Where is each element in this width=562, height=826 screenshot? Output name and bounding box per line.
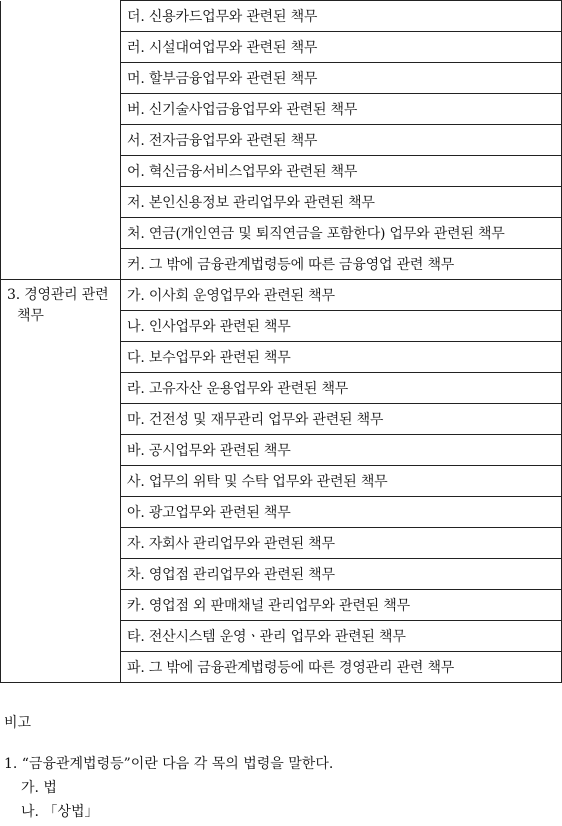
- duty-item: 처. 연금(개인연금 및 퇴직연금을 포함한다) 업무와 관련된 책무: [121, 218, 562, 249]
- duty-item: 나. 인사업무와 관련된 책무: [121, 311, 562, 342]
- notes-sub-item-a: 가. 법: [21, 780, 57, 796]
- category-cell: [1, 1, 121, 280]
- duty-item: 아. 광고업무와 관련된 책무: [121, 497, 562, 528]
- duty-item: 머. 할부금융업무와 관련된 책무: [121, 63, 562, 94]
- notes-item-1: 1. “금융관계법령등”이란 다음 각 목의 법령을 말한다.: [4, 756, 334, 772]
- category-label-line2: 책무: [17, 308, 44, 324]
- duty-item: 러. 시설대여업무와 관련된 책무: [121, 32, 562, 63]
- duty-item: 더. 신용카드업무와 관련된 책무: [121, 1, 562, 32]
- duty-item: 자. 자회사 관리업무와 관련된 책무: [121, 528, 562, 559]
- duty-item: 서. 전자금융업무와 관련된 책무: [121, 125, 562, 156]
- duty-item: 마. 건전성 및 재무관리 업무와 관련된 책무: [121, 404, 562, 435]
- table-row: [1, 1, 562, 32]
- duty-item: 어. 혁신금융서비스업무와 관련된 책무: [121, 156, 562, 187]
- duty-item: 카. 영업점 외 판매채널 관리업무와 관련된 책무: [121, 590, 562, 621]
- duty-item: 파. 그 밖에 금융관계법령등에 따른 경영관리 관련 책무: [121, 652, 562, 683]
- duty-item: 사. 업무의 위탁 및 수탁 업무와 관련된 책무: [121, 466, 562, 497]
- category-label-line1: 3. 경영관리 관련: [7, 287, 109, 303]
- notes-title: 비고: [4, 715, 32, 731]
- duty-item: 라. 고유자산 운용업무와 관련된 책무: [121, 373, 562, 404]
- duty-item: 다. 보수업무와 관련된 책무: [121, 342, 562, 373]
- notes-sub-item-b: 나. 「상법」: [21, 804, 99, 820]
- category-cell: [1, 280, 121, 683]
- duty-item: 커. 그 밖에 금융관계법령등에 따른 금융영업 관련 책무: [121, 249, 562, 280]
- duty-item: 차. 영업점 관리업무와 관련된 책무: [121, 559, 562, 590]
- duty-item: 타. 전산시스템 운영ㆍ관리 업무와 관련된 책무: [121, 621, 562, 652]
- duty-item: 가. 이사회 운영업무와 관련된 책무: [121, 280, 562, 311]
- duty-item: 버. 신기술사업금융업무와 관련된 책무: [121, 94, 562, 125]
- duty-item: 바. 공시업무와 관련된 책무: [121, 435, 562, 466]
- duty-item: 저. 본인신용정보 관리업무와 관련된 책무: [121, 187, 562, 218]
- notes-section: [4, 712, 554, 824]
- category-label: [1, 280, 120, 327]
- table-row: [1, 280, 562, 311]
